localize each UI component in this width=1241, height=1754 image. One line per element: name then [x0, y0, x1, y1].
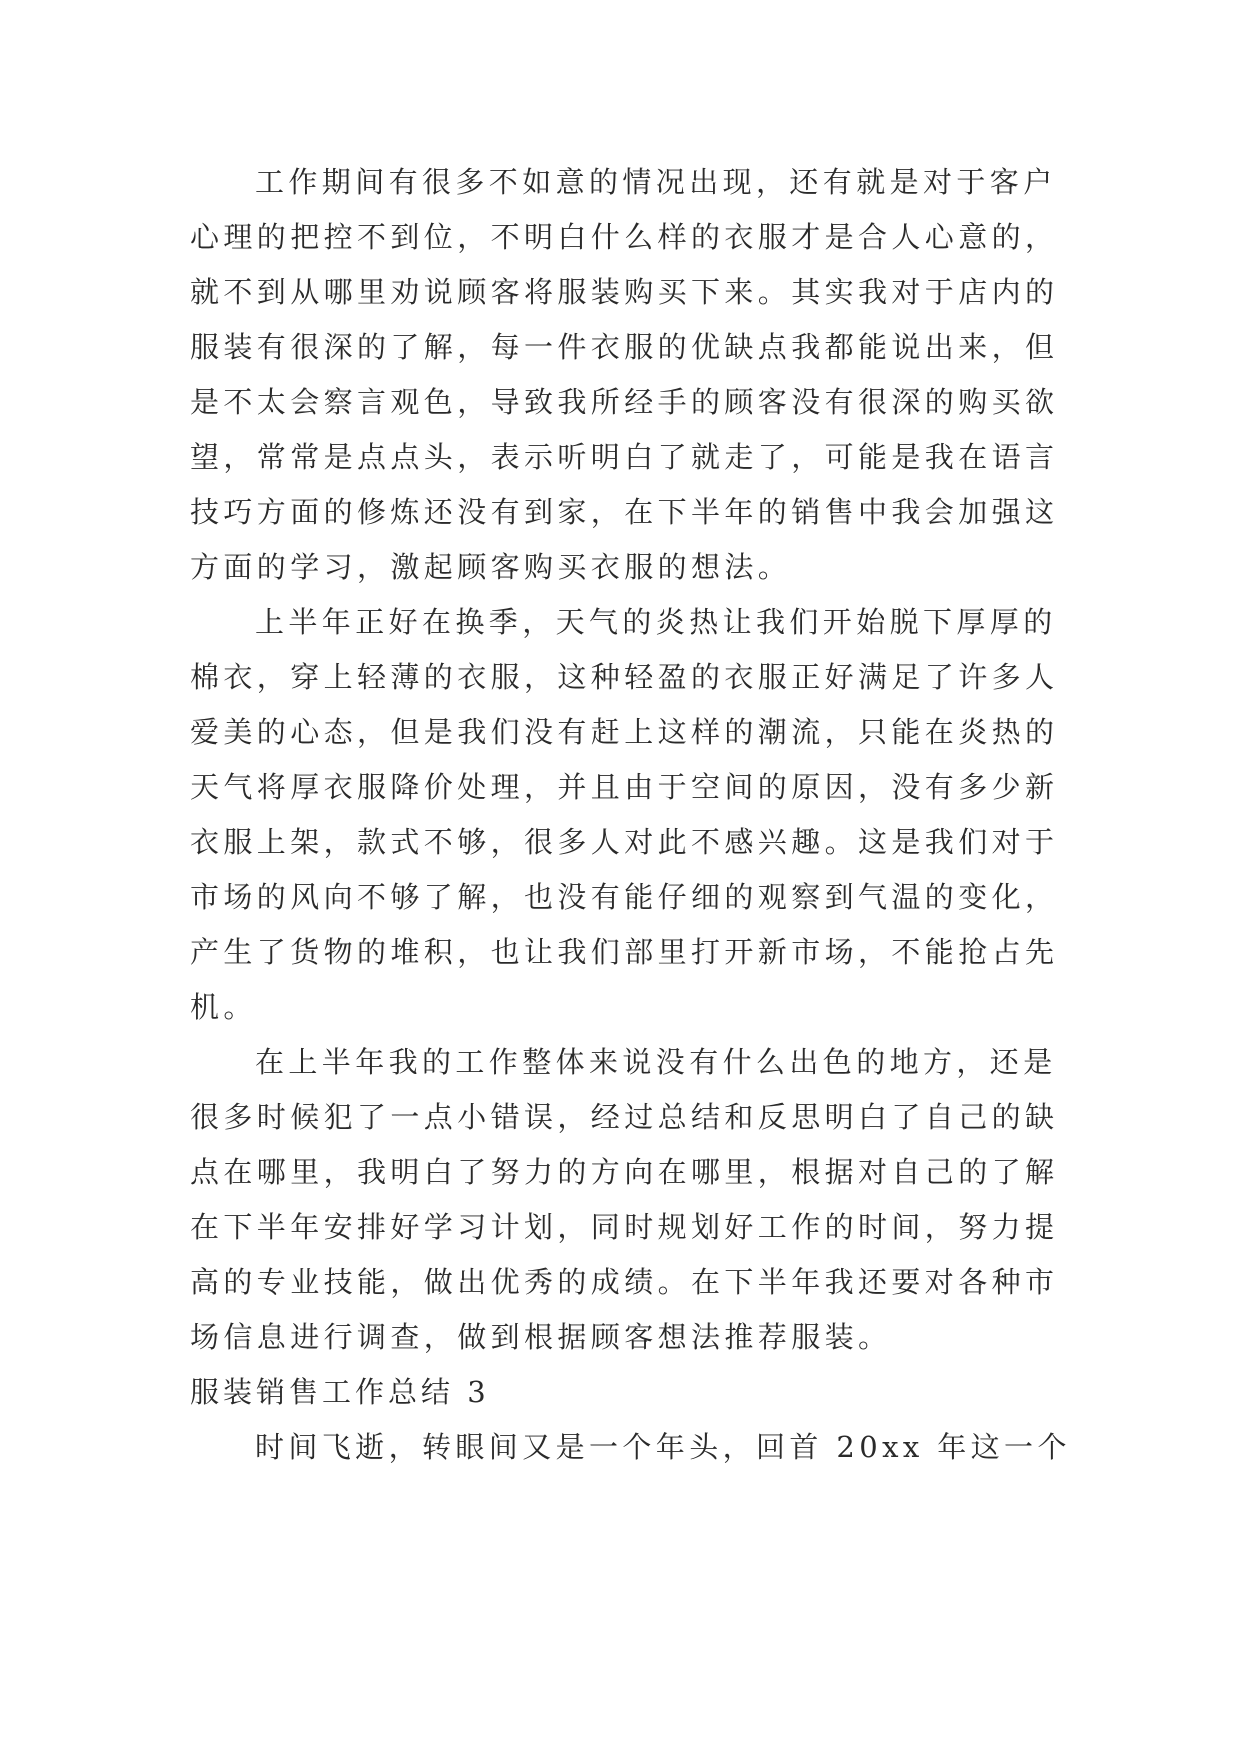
section-heading: 服装销售工作总结 3 — [190, 1375, 490, 1409]
text-line: 爱美的心态，但是我们没有赶上这样的潮流，只能在炎热的 — [190, 715, 1059, 749]
text-line: 在上半年我的工作整体来说没有什么出色的地方，还是 — [255, 1045, 1057, 1079]
text-line: 市场的风向不够了解，也没有能仔细的观察到气温的变化， — [190, 880, 1059, 914]
text-line: 上半年正好在换季，天气的炎热让我们开始脱下厚厚的 — [255, 605, 1057, 639]
text-line: 很多时候犯了一点小错误，经过总结和反思明白了自己的缺 — [190, 1100, 1059, 1134]
text-line: 高的专业技能，做出优秀的成绩。在下半年我还要对各种市 — [190, 1265, 1059, 1299]
text-line: 心理的把控不到位，不明白什么样的衣服才是合人心意的， — [190, 220, 1059, 254]
text-line: 服装有很深的了解，每一件衣服的优缺点我都能说出来，但 — [190, 330, 1059, 364]
text-line: 天气将厚衣服降价处理，并且由于空间的原因，没有多少新 — [190, 770, 1059, 804]
text-line: 点在哪里，我明白了努力的方向在哪里，根据对自己的了解 — [190, 1155, 1059, 1189]
text-line: 是不太会察言观色，导致我所经手的顾客没有很深的购买欲 — [190, 385, 1059, 419]
text-line: 棉衣，穿上轻薄的衣服，这种轻盈的衣服正好满足了许多人 — [190, 660, 1059, 694]
text-line: 产生了货物的堆积，也让我们部里打开新市场，不能抢占先 — [190, 935, 1059, 969]
text-line: 机。 — [190, 990, 257, 1024]
text-line: 时间飞逝，转眼间又是一个年头，回首 20xx 年这一个 — [255, 1430, 1071, 1464]
text-line: 工作期间有很多不如意的情况出现，还有就是对于客户 — [255, 165, 1057, 199]
text-line: 方面的学习，激起顾客购买衣服的想法。 — [190, 550, 792, 584]
text-line: 望，常常是点点头，表示听明白了就走了，可能是我在语言 — [190, 440, 1059, 474]
text-line: 场信息进行调查，做到根据顾客想法推荐服装。 — [190, 1320, 892, 1354]
text-line: 衣服上架，款式不够，很多人对此不感兴趣。这是我们对于 — [190, 825, 1059, 859]
text-line: 在下半年安排好学习计划，同时规划好工作的时间，努力提 — [190, 1210, 1059, 1244]
text-line: 就不到从哪里劝说顾客将服装购买下来。其实我对于店内的 — [190, 275, 1059, 309]
text-line: 技巧方面的修炼还没有到家，在下半年的销售中我会加强这 — [190, 495, 1059, 529]
